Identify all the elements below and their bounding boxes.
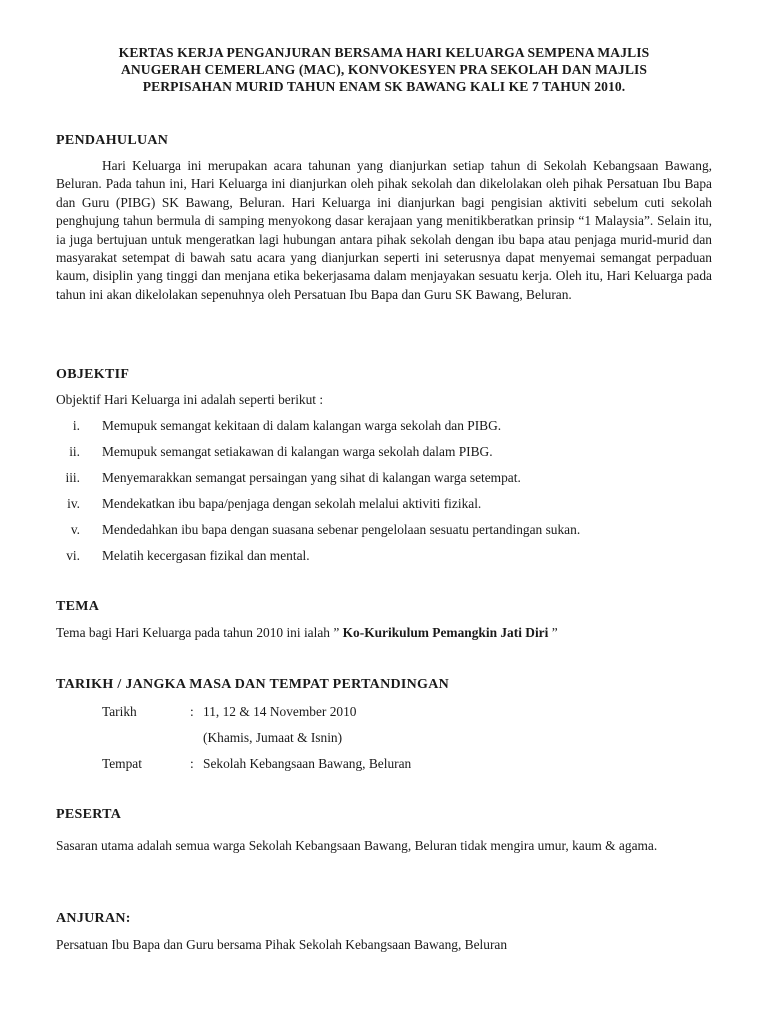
objective-text: Menyemarakkan semangat persaingan yang sihat di kalangan warga setempat. (102, 470, 521, 485)
objektif-intro: Objektif Hari Keluarga ini adalah seperti berikut : (56, 392, 324, 407)
place-value: Sekolah Kebangsaan Bawang, Beluran (203, 756, 412, 771)
objective-item (56, 496, 716, 514)
title-line-1: KERTAS KERJA PENGANJURAN BERSAMA HARI KELUARGA SEMPENA MAJLIS (118, 45, 650, 60)
date-days: (Khamis, Jumaat & Isnin) (203, 730, 343, 745)
tema-line (56, 625, 558, 641)
place-row (102, 756, 662, 774)
objective-item (56, 470, 716, 488)
date-row (102, 704, 662, 722)
objective-item (56, 522, 716, 540)
date-days-row (102, 730, 662, 748)
place-colon: : (190, 756, 194, 771)
heading-anjuran: ANJURAN: (56, 911, 131, 926)
anjuran-text: Persatuan Ibu Bapa dan Guru bersama Pihak Sekolah Kebangsaan Bawang, Beluran (56, 937, 508, 952)
objective-item (56, 548, 716, 566)
date-value: 11, 12 & 14 November 2010 (203, 704, 357, 719)
heading-tema: TEMA (56, 599, 100, 614)
date-colon: : (190, 704, 194, 719)
tema-suffix: ” (548, 625, 558, 640)
objective-text: Memupuk semangat setiakawan di kalangan warga sekolah dalam PIBG. (102, 444, 493, 459)
pendahuluan-text: Hari Keluarga ini merupakan acara tahunan yang dianjurkan setiap tahun di Sekolah Kebangsaan Bawang, Beluran. Pada tahun ini, Hari Keluarga ini dianjurkan oleh pihak sekolah dan dikelolakan oleh pihak Persatuan Ibu Bapa dan Guru (PIBG) SK Bawang, Beluran. Hari Keluarga ini dianjurkan bagi pengisian aktiviti sebelum cuti sekolah penghujung tahun bermula di samping menyokong dasar kerajaan yang menitikberatkan prinsip “1 Malaysia”. Selain itu, ia juga bertujuan untuk mengeratkan lagi hubungan antara pihak sekolah dengan ibu bapa atau penjaga murid-murid dan masyarakat setempat di bawah satu acara yang dianjurkan seperti ini seterusnya dapat menyemai semangat perpaduan kaum, disiplin yang tinggi dan menjana etika bekerjasama dalam menjayakan sesuatu kerja. Oleh itu, Hari Keluarga pada tahun ini akan dikelolakan sepenuhnya oleh Persatuan Ibu Bapa dan Guru SK Bawang, Beluran. (56, 158, 712, 302)
document-title (56, 44, 712, 95)
objective-number: iii. (65, 470, 80, 485)
heading-pendahuluan: PENDAHULUAN (56, 133, 169, 148)
heading-objektif: OBJEKTIF (56, 367, 130, 382)
objective-item (56, 444, 716, 462)
objective-text: Mendedahkan ibu bapa dengan suasana sebenar pengelolaan sesuatu pertandingan sukan. (102, 522, 581, 537)
objective-text: Mendekatkan ibu bapa/penjaga dengan sekolah melalui aktiviti fizikal. (102, 496, 482, 511)
heading-tarikh: TARIKH / JANGKA MASA DAN TEMPAT PERTANDINGAN (56, 677, 450, 692)
tema-theme: Ko-Kurikulum Pemangkin Jati Diri (342, 625, 549, 640)
date-label: Tarikh (102, 704, 137, 719)
place-label: Tempat (102, 756, 142, 771)
objective-text: Melatih kecergasan fizikal dan mental. (102, 548, 310, 563)
pendahuluan-paragraph (56, 157, 712, 304)
objective-number: vi. (66, 548, 80, 563)
tema-prefix: Tema bagi Hari Keluarga pada tahun 2010 ini ialah ” (56, 625, 343, 640)
objective-item (56, 418, 716, 436)
peserta-text: Sasaran utama adalah semua warga Sekolah Kebangsaan Bawang, Beluran tidak mengira umur, kaum & agama. (56, 838, 658, 853)
title-line-2: ANUGERAH CEMERLANG (MAC), KONVOKESYEN PRA SEKOLAH DAN MAJLIS (120, 62, 648, 77)
objective-text: Memupuk semangat kekitaan di dalam kalangan warga sekolah dan PIBG. (102, 418, 502, 433)
title-line-3: PERPISAHAN MURID TAHUN ENAM SK BAWANG KALI KE 7 TAHUN 2010. (142, 79, 626, 94)
objective-number: v. (70, 522, 80, 537)
objective-number: iv. (67, 496, 80, 511)
objective-number: i. (72, 418, 80, 433)
heading-peserta: PESERTA (56, 807, 122, 822)
objective-number: ii. (69, 444, 80, 459)
